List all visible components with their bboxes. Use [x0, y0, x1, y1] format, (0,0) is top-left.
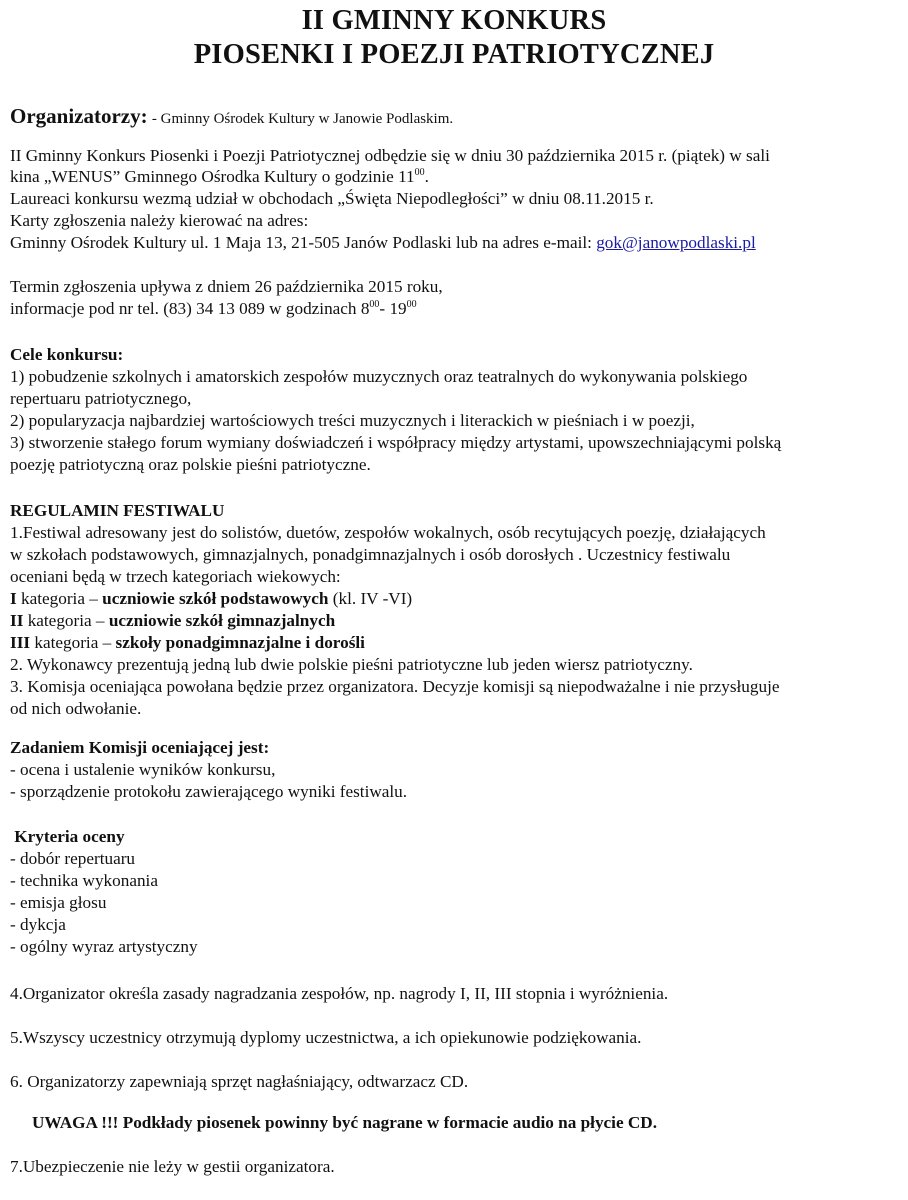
intro-line-5: Gminny Ośrodek Kultury ul. 1 Maja 13, 21-505 Janów Podlaski lub na adres e-mail: gok@janowpodlaski.pl: [10, 233, 756, 252]
goals-line-3: 2) popularyzacja najbardziej wartościowych treści muzycznych i literackich w pieśniach i w poezji,: [10, 411, 695, 430]
jury-line-1: - ocena i ustalenie wyników konkursu,: [10, 760, 276, 779]
rules-p2: 2. Wykonawcy prezentują jedną lub dwie polskie pieśni patriotyczne lub jeden wiersz patriotyczny.: [10, 655, 693, 674]
warning-note: UWAGA !!! Podkłady piosenek powinny być nagrane w formacie audio na płycie CD.: [32, 1113, 658, 1132]
criteria-item: - technika wykonania: [10, 871, 158, 890]
intro-line-1: II Gminny Konkurs Piosenki i Poezji Patriotycznej odbędzie się w dniu 30 października 2015 r. (piątek) w sali: [10, 146, 770, 165]
final-p5: 5.Wszyscy uczestnicy otrzymują dyplomy uczestnictwa, a ich opiekunowie podziękowania.: [10, 1028, 642, 1047]
category-3: III kategoria – szkoły ponadgimnazjalne i dorośli: [10, 633, 365, 652]
criteria-heading: Kryteria oceny: [10, 827, 125, 846]
final-p6: 6. Organizatorzy zapewniają sprzęt nagłaśniający, odtwarzacz CD.: [10, 1072, 469, 1091]
rules-p1-line-1: 1.Festiwal adresowany jest do solistów, duetów, zespołów wokalnych, osób recytujących poezję, działających: [10, 523, 766, 542]
deadline-line-2: informacje pod nr tel. (83) 34 13 089 w godzinach $8^{00}-$ $19^{00}$: [10, 299, 417, 318]
goals-heading: Cele konkursu:: [10, 345, 124, 364]
intro-line-2: kina „WENUS” Gminnego Ośrodka Kultury o godzinie $11^{00}$.: [10, 167, 429, 186]
goals-line-5: poezję patriotyczną oraz polskie pieśni patriotyczne.: [10, 455, 371, 474]
rules-p3-line-2: od nich odwołanie.: [10, 699, 142, 718]
rules-heading: REGULAMIN FESTIWALU: [10, 501, 225, 520]
category-2: II kategoria – uczniowie szkół gimnazjalnych: [10, 611, 336, 630]
rules-p1-line-3: oceniani będą w trzech kategoriach wiekowych:: [10, 567, 341, 586]
organizers-text: - Gminny Ośrodek Kultury w Janowie Podlaskim.: [151, 111, 454, 127]
intro-line-3: Laureaci konkursu wezmą udział w obchodach „Święta Niepodległości” w dniu 08.11.2015 r.: [10, 189, 654, 208]
intro-line-4: Karty zgłoszenia należy kierować na adres:: [10, 211, 309, 230]
final-p7: 7.Ubezpieczenie nie leży w gestii organizatora.: [10, 1157, 335, 1176]
jury-heading: Zadaniem Komisji oceniającej jest:: [10, 738, 270, 757]
organizers-label: Organizatorzy:: [10, 104, 148, 128]
rules-p1-line-2: w szkołach podstawowych, gimnazjalnych, ponadgimnazjalnych i osób dorosłych . Uczestnicy festiwalu: [10, 545, 731, 564]
email-link[interactable]: gok@janowpodlaski.pl: [596, 233, 756, 252]
title-line-1: II GMINNY KONKURS: [301, 5, 607, 36]
category-1: I kategoria – uczniowie szkół podstawowych (kl. IV -VI): [10, 589, 413, 608]
final-p4: 4.Organizator określa zasady nagradzania zespołów, np. nagrody I, II, III stopnia i wyróżnienia.: [10, 984, 669, 1003]
rules-p3-line-1: 3. Komisja oceniająca powołana będzie przez organizatora. Decyzje komisji są niepodważalne i nie przysługuje: [10, 677, 780, 696]
criteria-item: - ogólny wyraz artystyczny: [10, 937, 198, 956]
title-line-2: PIOSENKI I POEZJI PATRIOTYCZNEJ: [193, 39, 715, 70]
goals-line-2: repertuaru patriotycznego,: [10, 389, 192, 408]
jury-line-2: - sporządzenie protokołu zawierającego wyniki festiwalu.: [10, 782, 408, 801]
criteria-item: - dykcja: [10, 915, 66, 934]
deadline-line-1: Termin zgłoszenia upływa z dniem 26 października 2015 roku,: [10, 277, 443, 296]
goals-line-4: 3) stworzenie stałego forum wymiany doświadczeń i współpracy między artystami, upowszechniającymi polską: [10, 433, 782, 452]
organizers-line: [10, 106, 453, 130]
goals-line-1: 1) pobudzenie szkolnych i amatorskich zespołów muzycznych oraz teatralnych do wykonywania polskiego: [10, 367, 748, 386]
criteria-item: - dobór repertuaru: [10, 849, 136, 868]
criteria-item: - emisja głosu: [10, 893, 107, 912]
